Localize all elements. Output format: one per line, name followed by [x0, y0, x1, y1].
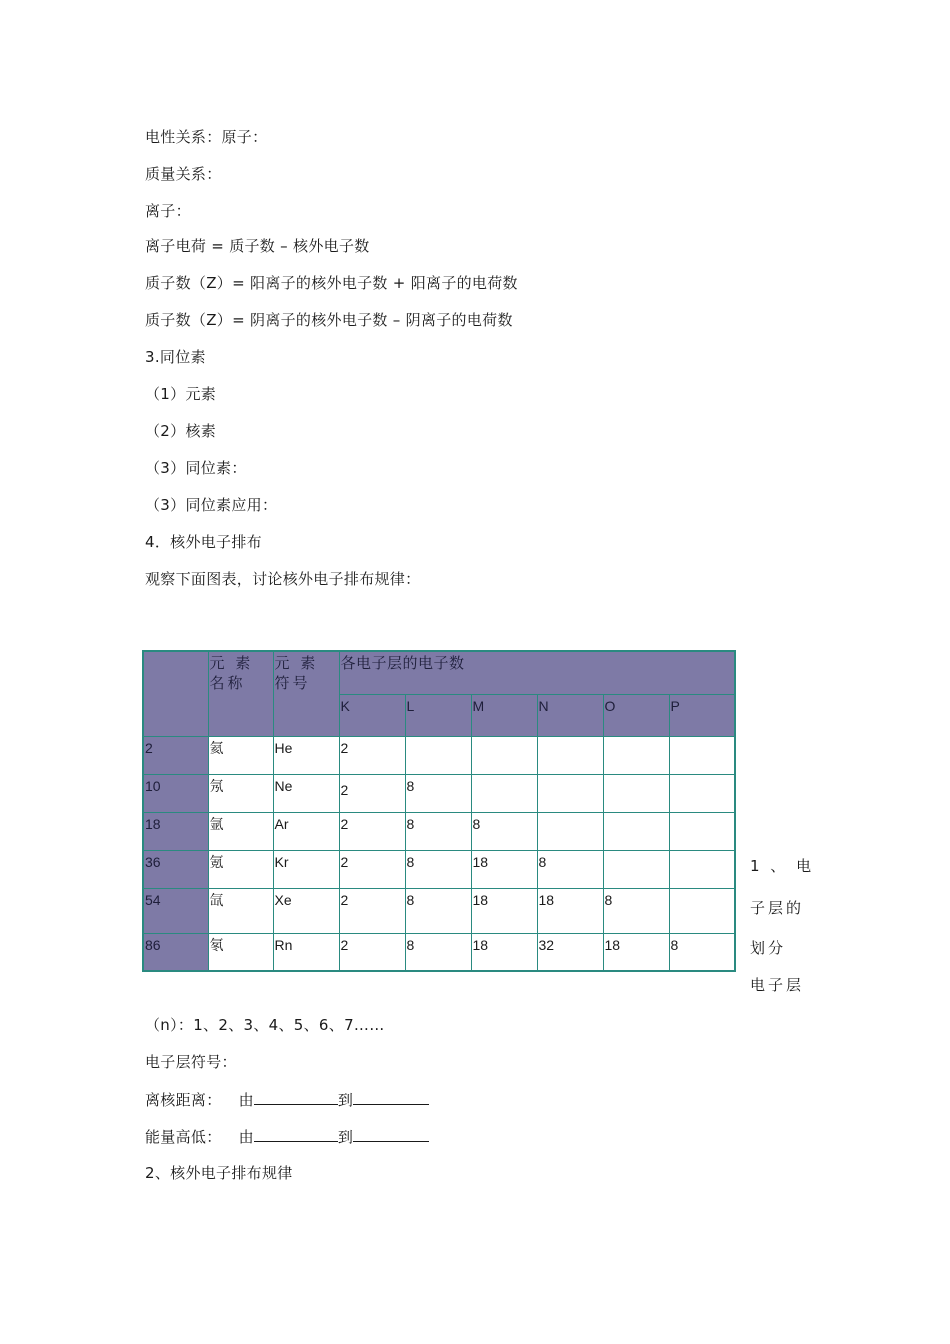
- distance-blank-to[interactable]: [353, 1089, 429, 1105]
- shell-count: 8: [405, 888, 471, 933]
- element-name: 氪: [208, 850, 273, 888]
- atomic-number: 10: [143, 774, 208, 812]
- shell-count: [669, 774, 735, 812]
- shell-count: 18: [537, 888, 603, 933]
- distance-from: 由: [238, 1091, 254, 1109]
- element-symbol: Ar: [273, 812, 339, 850]
- side-text-2: 子层的: [750, 899, 805, 917]
- table-row: [143, 933, 735, 971]
- side-text-1: 1 、 电: [750, 857, 815, 875]
- atomic-number: 2: [143, 736, 208, 774]
- shell-k: K: [339, 694, 405, 736]
- shell-count: 18: [471, 850, 537, 888]
- shell-count: [537, 774, 603, 812]
- shell-count: 8: [471, 812, 537, 850]
- shell-count: 2: [339, 850, 405, 888]
- line-electric-relation: 电性关系：原子：: [145, 128, 268, 146]
- item-element: （1）元素: [145, 385, 217, 403]
- line-ion: 离子：: [145, 202, 191, 220]
- shell-count: 2: [339, 888, 405, 933]
- shell-count: 2: [339, 933, 405, 971]
- shell-count: [537, 736, 603, 774]
- line-cation-formula: 质子数（Z）= 阳离子的核外电子数 + 阳离子的电荷数: [145, 274, 518, 292]
- shell-count: 18: [471, 933, 537, 971]
- item-isotope: （3）同位素：: [145, 459, 247, 477]
- shell-count: 8: [405, 774, 471, 812]
- atomic-number: 18: [143, 812, 208, 850]
- shell-count: [471, 774, 537, 812]
- element-symbol: Rn: [273, 933, 339, 971]
- shell-count: [603, 812, 669, 850]
- table-row: [143, 774, 735, 812]
- shell-count: [603, 850, 669, 888]
- table-row: [143, 736, 735, 774]
- shell-count: 2: [339, 774, 405, 812]
- element-name: 氖: [208, 774, 273, 812]
- shell-count: 2: [339, 736, 405, 774]
- energy-blank-from[interactable]: [254, 1126, 338, 1142]
- shell-count: 8: [405, 933, 471, 971]
- line-ion-charge: 离子电荷 = 质子数 – 核外电子数: [145, 237, 370, 255]
- distance-blank-from[interactable]: [254, 1089, 338, 1105]
- header-shell-electrons: 各电子层的电子数: [339, 651, 735, 694]
- shell-count: [405, 736, 471, 774]
- shell-count: [669, 736, 735, 774]
- side-text-3: 划分: [750, 939, 787, 957]
- element-symbol: Ne: [273, 774, 339, 812]
- table-row: [143, 850, 735, 888]
- header-element-symbol: 元 素 符号: [273, 651, 339, 736]
- line-mass-relation: 质量关系：: [145, 165, 222, 183]
- section-arrangement-rules: 2、核外电子排布规律: [145, 1164, 293, 1182]
- shell-count: [603, 774, 669, 812]
- distance-label: 离核距离：: [145, 1091, 222, 1109]
- shell-n: N: [537, 694, 603, 736]
- electron-shell-table: [142, 650, 736, 972]
- shell-count: 32: [537, 933, 603, 971]
- item-isotope-application: （3）同位素应用：: [145, 496, 278, 514]
- shell-count: [669, 812, 735, 850]
- section-isotope: 3.同位素: [145, 348, 206, 366]
- shell-count: 8: [537, 850, 603, 888]
- energy-from: 由: [238, 1128, 254, 1146]
- element-name: 氙: [208, 888, 273, 933]
- shell-count: 8: [603, 888, 669, 933]
- table-row: [143, 888, 735, 933]
- element-name: 氩: [208, 812, 273, 850]
- shell-m: M: [471, 694, 537, 736]
- element-name: 氡: [208, 933, 273, 971]
- element-symbol: Xe: [273, 888, 339, 933]
- shell-count: 2: [339, 812, 405, 850]
- header-element-name: 元 素 名称: [208, 651, 273, 736]
- section-electron-arrangement: 4．核外电子排布: [145, 533, 262, 551]
- line-energy: [145, 1126, 429, 1147]
- energy-to: 到: [337, 1128, 354, 1146]
- shell-count: [537, 812, 603, 850]
- line-anion-formula: 质子数（Z）= 阴离子的核外电子数 – 阴离子的电荷数: [145, 311, 513, 329]
- header-atomic-number: [143, 651, 208, 736]
- shell-count: [669, 888, 735, 933]
- table-row: [143, 812, 735, 850]
- shell-count: [669, 850, 735, 888]
- atomic-number: 54: [143, 888, 208, 933]
- distance-to: 到: [337, 1091, 354, 1109]
- side-text-4: 电子层: [750, 976, 805, 994]
- item-nuclide: （2）核素: [145, 422, 217, 440]
- line-shell-n: （n）：1、2、3、4、5、6、7……: [145, 1016, 385, 1034]
- atomic-number: 86: [143, 933, 208, 971]
- atomic-number: 36: [143, 850, 208, 888]
- element-symbol: He: [273, 736, 339, 774]
- shell-count: 8: [405, 850, 471, 888]
- shell-o: O: [603, 694, 669, 736]
- energy-blank-to[interactable]: [353, 1126, 429, 1142]
- shell-p: P: [669, 694, 735, 736]
- shell-count: [471, 736, 537, 774]
- line-shell-symbol: 电子层符号：: [145, 1053, 237, 1071]
- element-symbol: Kr: [273, 850, 339, 888]
- shell-count: 8: [405, 812, 471, 850]
- shell-count: 18: [471, 888, 537, 933]
- shell-count: 18: [603, 933, 669, 971]
- line-observe: 观察下面图表，讨论核外电子排布规律：: [145, 570, 421, 588]
- element-name: 氦: [208, 736, 273, 774]
- shell-count: 8: [669, 933, 735, 971]
- line-distance: [145, 1089, 429, 1110]
- shell-count: [603, 736, 669, 774]
- energy-label: 能量高低：: [145, 1128, 222, 1146]
- shell-l: L: [405, 694, 471, 736]
